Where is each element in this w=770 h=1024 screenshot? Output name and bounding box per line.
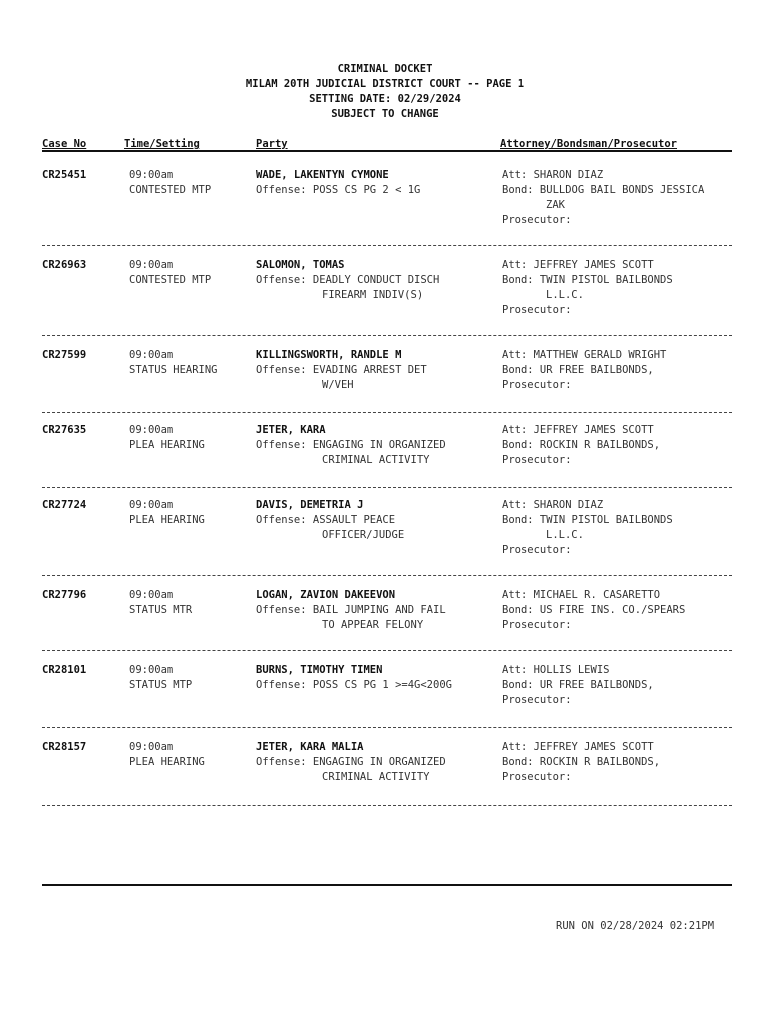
offense-line: Offense: DEADLY CONDUCT DISCH xyxy=(256,274,440,286)
col-attorney: Attorney/Bondsman/Prosecutor xyxy=(500,138,678,150)
case-separator xyxy=(42,487,732,488)
attorney-block xyxy=(502,663,734,708)
run-on-timestamp: RUN ON 02/28/2024 02:21PM xyxy=(556,920,715,932)
party-name: SALOMON, TOMAS xyxy=(256,259,345,271)
setting-type: CONTESTED MTP xyxy=(129,184,212,196)
offense-line: Offense: ASSAULT PEACE xyxy=(256,514,396,526)
col-case-no: Case No xyxy=(42,138,87,150)
docket-header xyxy=(0,62,770,122)
setting-type: CONTESTED MTP xyxy=(129,274,212,286)
court-page-line: MILAM 20TH JUDICIAL DISTRICT COURT -- PAGE 1 xyxy=(245,78,525,90)
attorney-line: Att: MICHAEL R. CASARETTO xyxy=(502,589,661,601)
attorney-line: Att: JEFFREY JAMES SCOTT xyxy=(502,741,654,753)
attorney-line: Att: JEFFREY JAMES SCOTT xyxy=(502,259,654,271)
time-setting xyxy=(129,588,192,618)
case-separator xyxy=(42,650,732,651)
attorney-block xyxy=(502,588,734,633)
offense-continuation: TO APPEAR FELONY xyxy=(322,619,424,631)
bond-line: Bond: ROCKIN R BAILBONDS, xyxy=(502,439,661,451)
case-separator xyxy=(42,335,732,336)
setting-time: 09:00am xyxy=(129,741,174,753)
bond-line: Bond: US FIRE INS. CO./SPEARS xyxy=(502,604,686,616)
attorney-line: Att: JEFFREY JAMES SCOTT xyxy=(502,424,654,436)
bond-line: Bond: ROCKIN R BAILBONDS, xyxy=(502,756,661,768)
time-setting xyxy=(129,498,205,528)
bond-line: Bond: UR FREE BAILBONDS, xyxy=(502,364,654,376)
col-time-setting: Time/Setting xyxy=(124,138,200,150)
bond-continuation: ZAK xyxy=(546,199,565,211)
case-number: CR26963 xyxy=(42,259,87,271)
subject-to-change: SUBJECT TO CHANGE xyxy=(331,108,439,120)
setting-type: STATUS MTR xyxy=(129,604,193,616)
party-block xyxy=(256,258,496,303)
party-name: LOGAN, ZAVION DAKEEVON xyxy=(256,589,396,601)
case-number: CR27724 xyxy=(42,499,87,511)
setting-time: 09:00am xyxy=(129,424,174,436)
setting-time: 09:00am xyxy=(129,499,174,511)
prosecutor-line: Prosecutor: xyxy=(502,771,572,783)
case-number: CR28157 xyxy=(42,741,87,753)
case-number: CR27796 xyxy=(42,589,87,601)
case-separator xyxy=(42,245,732,246)
attorney-block xyxy=(502,740,734,785)
time-setting xyxy=(129,423,205,453)
offense-line: Offense: BAIL JUMPING AND FAIL xyxy=(256,604,446,616)
bond-line: Bond: TWIN PISTOL BAILBONDS xyxy=(502,274,673,286)
party-block xyxy=(256,588,496,633)
party-name: DAVIS, DEMETRIA J xyxy=(256,499,364,511)
time-setting xyxy=(129,663,192,693)
offense-continuation: OFFICER/JUDGE xyxy=(322,529,405,541)
setting-type: STATUS MTP xyxy=(129,679,193,691)
case-separator xyxy=(42,412,732,413)
party-name: KILLINGSWORTH, RANDLE M xyxy=(256,349,402,361)
offense-line: Offense: ENGAGING IN ORGANIZED xyxy=(256,756,446,768)
column-headers xyxy=(42,132,732,152)
attorney-line: Att: SHARON DIAZ xyxy=(502,499,604,511)
party-block xyxy=(256,168,496,198)
party-name: JETER, KARA MALIA xyxy=(256,741,364,753)
attorney-line: Att: MATTHEW GERALD WRIGHT xyxy=(502,349,667,361)
offense-line: Offense: EVADING ARREST DET xyxy=(256,364,427,376)
party-block xyxy=(256,423,496,468)
bond-continuation: L.L.C. xyxy=(546,289,584,301)
setting-time: 09:00am xyxy=(129,169,174,181)
case-number: CR25451 xyxy=(42,169,87,181)
prosecutor-line: Prosecutor: xyxy=(502,214,572,226)
prosecutor-line: Prosecutor: xyxy=(502,544,572,556)
offense-continuation: CRIMINAL ACTIVITY xyxy=(322,771,430,783)
setting-type: PLEA HEARING xyxy=(129,514,205,526)
case-number: CR27599 xyxy=(42,349,87,361)
attorney-line: Att: SHARON DIAZ xyxy=(502,169,604,181)
time-setting xyxy=(129,740,205,770)
time-setting xyxy=(129,348,218,378)
prosecutor-line: Prosecutor: xyxy=(502,454,572,466)
prosecutor-line: Prosecutor: xyxy=(502,379,572,391)
setting-time: 09:00am xyxy=(129,589,174,601)
bond-continuation: L.L.C. xyxy=(546,529,584,541)
setting-type: PLEA HEARING xyxy=(129,756,205,768)
bottom-rule xyxy=(42,884,732,886)
setting-time: 09:00am xyxy=(129,349,174,361)
offense-line: Offense: POSS CS PG 2 < 1G xyxy=(256,184,421,196)
party-name: JETER, KARA xyxy=(256,424,326,436)
party-name: WADE, LAKENTYN CYMONE xyxy=(256,169,389,181)
offense-continuation: W/VEH xyxy=(322,379,354,391)
bond-line: Bond: TWIN PISTOL BAILBONDS xyxy=(502,514,673,526)
prosecutor-line: Prosecutor: xyxy=(502,304,572,316)
attorney-block xyxy=(502,258,734,318)
case-separator xyxy=(42,575,732,576)
offense-continuation: CRIMINAL ACTIVITY xyxy=(322,454,430,466)
col-party: Party xyxy=(256,138,288,150)
prosecutor-line: Prosecutor: xyxy=(502,694,572,706)
docket-title: CRIMINAL DOCKET xyxy=(337,63,433,75)
party-name: BURNS, TIMOTHY TIMEN xyxy=(256,664,383,676)
party-block xyxy=(256,740,496,785)
attorney-line: Att: HOLLIS LEWIS xyxy=(502,664,610,676)
party-block xyxy=(256,498,496,543)
case-separator xyxy=(42,805,732,806)
setting-type: STATUS HEARING xyxy=(129,364,218,376)
setting-time: 09:00am xyxy=(129,259,174,271)
party-block xyxy=(256,348,496,393)
case-separator xyxy=(42,727,732,728)
bond-line: Bond: UR FREE BAILBONDS, xyxy=(502,679,654,691)
offense-continuation: FIREARM INDIV(S) xyxy=(322,289,424,301)
case-number: CR28101 xyxy=(42,664,87,676)
setting-time: 09:00am xyxy=(129,664,174,676)
offense-line: Offense: POSS CS PG 1 >=4G<200G xyxy=(256,679,452,691)
time-setting xyxy=(129,168,211,198)
time-setting xyxy=(129,258,211,288)
attorney-block xyxy=(502,348,734,393)
bond-line: Bond: BULLDOG BAIL BONDS JESSICA xyxy=(502,184,705,196)
prosecutor-line: Prosecutor: xyxy=(502,619,572,631)
attorney-block xyxy=(502,498,734,558)
offense-line: Offense: ENGAGING IN ORGANIZED xyxy=(256,439,446,451)
attorney-block xyxy=(502,423,734,468)
party-block xyxy=(256,663,496,693)
setting-type: PLEA HEARING xyxy=(129,439,205,451)
setting-date: SETTING DATE: 02/29/2024 xyxy=(309,93,461,105)
case-number: CR27635 xyxy=(42,424,87,436)
attorney-block xyxy=(502,168,734,228)
